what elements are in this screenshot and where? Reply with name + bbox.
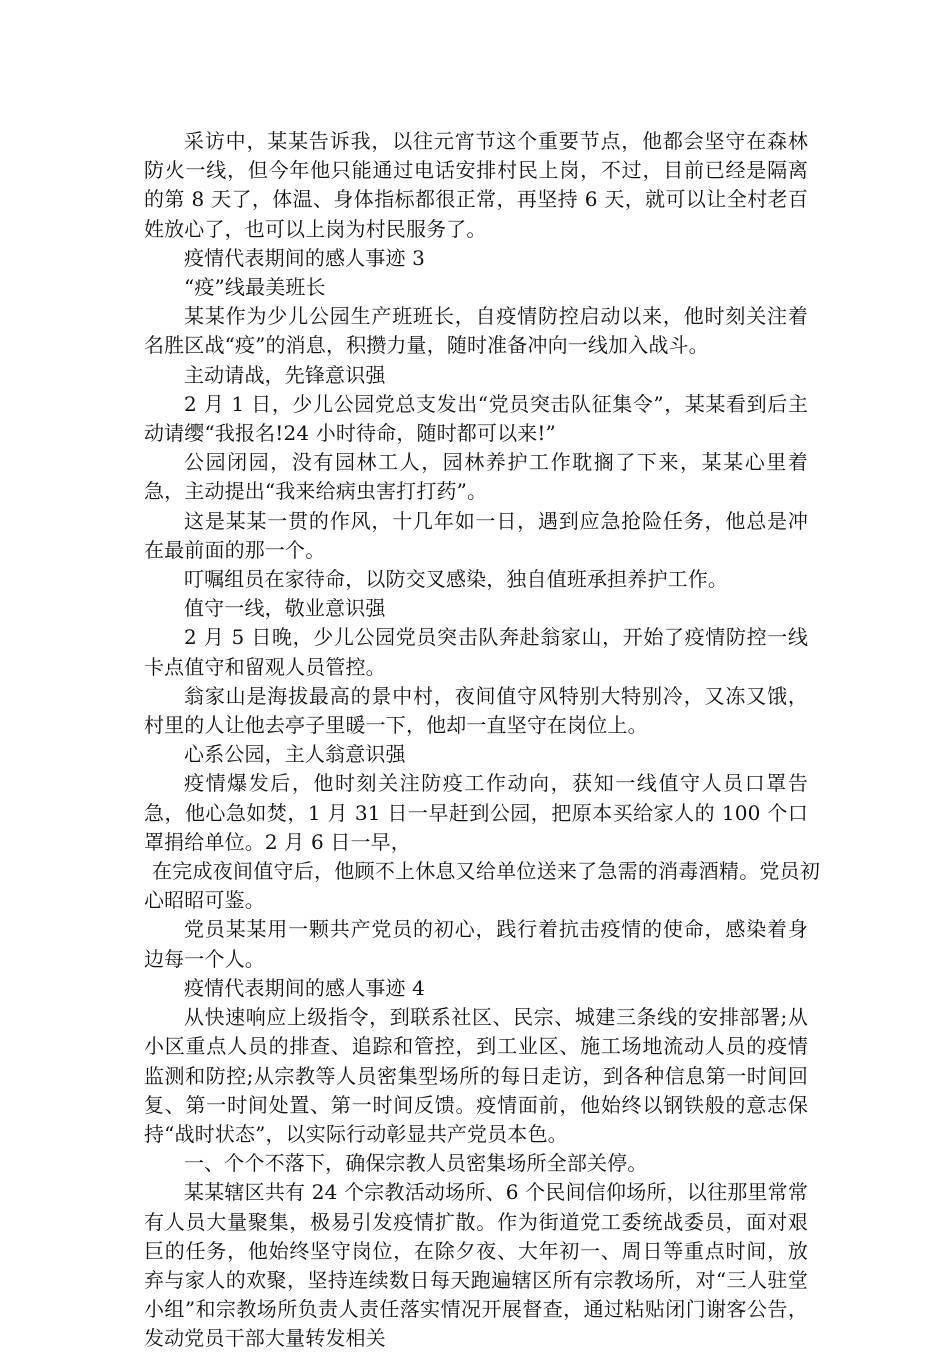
paragraph: 某某辖区共有 24 个宗教活动场所、6 个民间信仰场所，以往那里常常有人员大量聚集，极易引发疫情扩散。作为街道党工委统战委员，面对艰巨的任务，他始终坚守岗位，在除夕夜、大年初一、周日等重点时间，放弃与家人的欢聚，坚持连续数日每天跑遍辖区所有宗教场所，对“三人驻堂小组”和宗教场所负责人责任落实情况开展督查，通过粘贴闭门谢客公告，发动党员干部大量转发相关 xyxy=(144,1180,808,1351)
subheading: 值守一线，敬业意识强 xyxy=(184,596,386,621)
subtitle: “疫”线最美班长 xyxy=(184,275,326,300)
paragraph: 党员某某用一颗共产党员的初心，践行着抗击疫情的使命，感染着身边每一个人。 xyxy=(144,917,808,971)
paragraph: 翁家山是海拔最高的景中村，夜间值守风特别大特别冷，又冻又饿，村里的人让他去亭子里暖一下，他却一直坚守在岗位上。 xyxy=(144,683,808,738)
paragraph: 采访中，某某告诉我，以往元宵节这个重要节点，他都会坚守在森林防火一线，但今年他只能通过电话安排村民上岗，不过，目前已经是隔离的第 8 天了，体温、身体指标都很正常，再坚持 6 天，就可以让全村老百姓放心了，也可以上岗为村民服务了。 xyxy=(144,129,808,241)
paragraph: 叮嘱组员在家待命，以防交叉感染，独自值班承担养护工作。 xyxy=(184,567,729,592)
subheading: 一、个个不落下，确保宗教人员密集场所全部关停。 xyxy=(184,1151,648,1176)
paragraph: 2 月 5 日晚，少儿公园党员突击队奔赴翁家山，开始了疫情防控一线卡点值守和留观人员管控。 xyxy=(144,625,808,679)
section-heading: 疫情代表期间的感人事迹 3 xyxy=(184,245,426,270)
paragraph: 某某作为少儿公园生产班班长，自疫情防控启动以来，他时刻关注着名胜区战“疫”的消息，积攒力量，随时准备冲向一线加入战斗。 xyxy=(144,304,808,358)
subheading: 心系公园，主人翁意识强 xyxy=(184,742,406,767)
section-heading: 疫情代表期间的感人事迹 4 xyxy=(184,975,426,1000)
paragraph: 疫情爆发后，他时刻关注防疫工作动向，获知一线值守人员口罩告急，他心急如焚，1 月 31 日一早赶到公园，把原本买给家人的 100 个口罩捐给单位。2 月 6 日一早， xyxy=(144,771,808,854)
paragraph: 在完成夜间值守后，他顾不上休息又给单位送来了急需的消毒酒精。党员初心昭昭可鉴。 xyxy=(144,859,820,913)
document-body xyxy=(144,127,820,1354)
paragraph: 2 月 1 日，少儿公园党总支发出“党员突击队征集令”，某某看到后主动请缨“我报名!24 小时待命，随时都可以来!” xyxy=(144,391,808,446)
paragraph: 这是某某一贯的作风，十几年如一日，遇到应急抢险任务，他总是冲在最前面的那一个。 xyxy=(144,508,808,562)
subheading: 主动请战，先锋意识强 xyxy=(184,362,386,387)
paragraph: 公园闭园，没有园林工人，园林养护工作耽搁了下来，某某心里着急，主动提出“我来给病虫害打打药”。 xyxy=(144,450,808,504)
paragraph: 从快速响应上级指令，到联系社区、民宗、城建三条线的安排部署;从小区重点人员的排查、追踪和管控，到工业区、施工场地流动人员的疫情监测和防控;从宗教等人员密集型场所的每日走访，到各种信息第一时间回复、第一时间处置、第一时间反馈。疫情面前，他始终以钢铁般的意志保持“战时状态”，以实际行动彰显共产党员本色。 xyxy=(144,1005,808,1146)
